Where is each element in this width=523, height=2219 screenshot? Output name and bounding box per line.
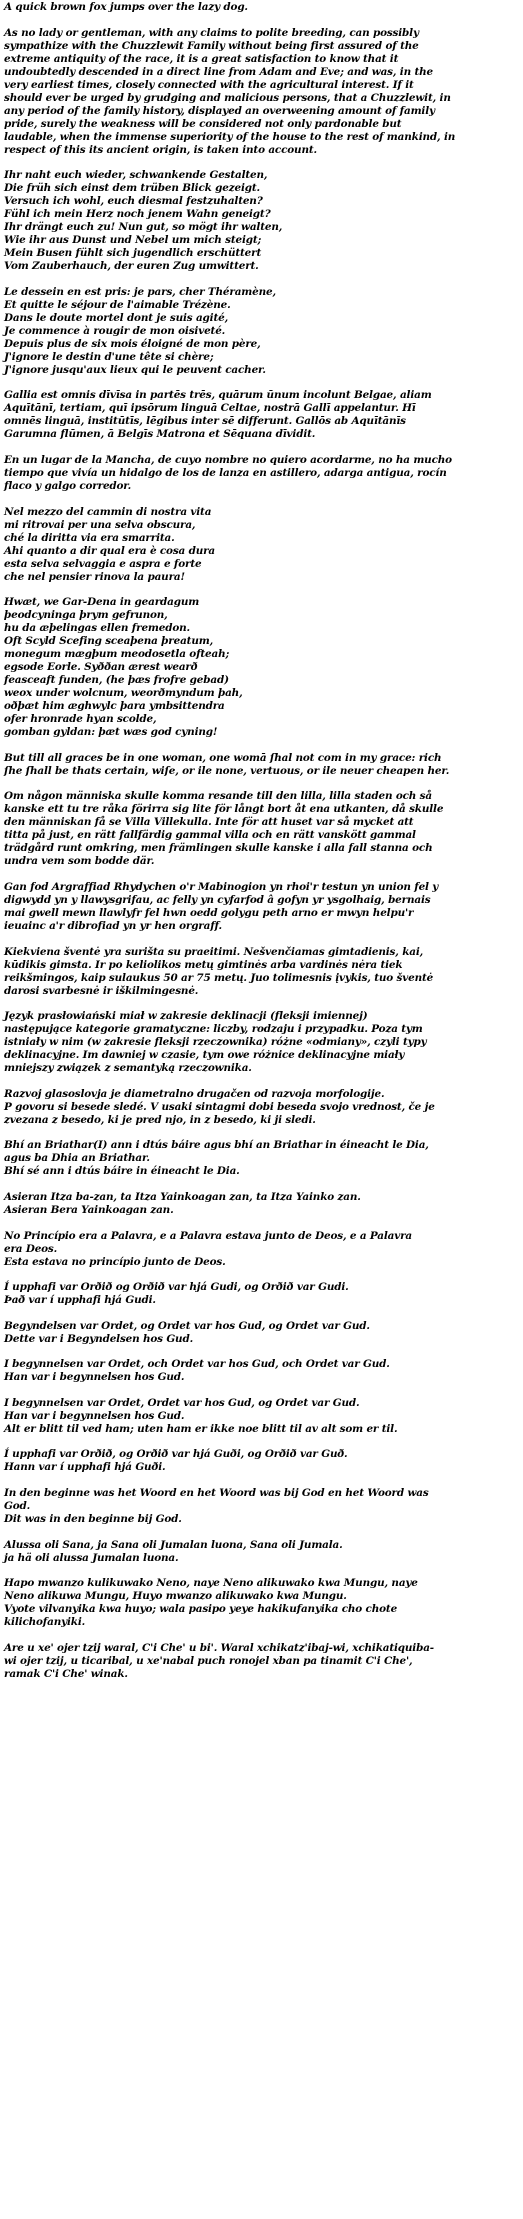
- text-line: Je commence à rougir de mon oisiveté.: [4, 324, 226, 337]
- paragraph-english-pangram: [4, 1, 517, 14]
- paragraph-dutch: [4, 1487, 517, 1526]
- text-line: Neno alikuwa Mungu, Huyo mwanzo alikuwako kwa Mungu.: [4, 1590, 347, 1603]
- text-line: þeodcyninga þrym gefrunon,: [4, 609, 168, 622]
- text-line: should ever be urged by grudging and malicious persons, that a Chuzzlewit, in: [4, 91, 451, 104]
- text-line: tiempo que vivía un hidalgo de los de lanza en astillero, adarga antigua, rocín: [4, 466, 447, 479]
- text-line: egsode Eorle. Syððan ærest wearð: [4, 661, 198, 674]
- text-line: Nel mezzo del cammin di nostra vita: [4, 505, 212, 518]
- text-line: Depuis plus de six mois éloigné de mon père,: [4, 337, 261, 350]
- text-line: agus ba Dhia an Briathar.: [4, 1152, 150, 1165]
- text-line: Han var i begynnelsen hos Gud.: [4, 1409, 185, 1422]
- text-line: gomban gyldan: þæt wæs god cyning!: [4, 726, 218, 739]
- paragraph-swedish: [4, 790, 517, 868]
- text-line: Hapo mwanzo kulikuwako Neno, naye Neno alikuwako kwa Mungu, naye: [4, 1577, 418, 1590]
- paragraph-polish: [4, 1010, 517, 1075]
- text-line: Om någon människa skulle komma resande till den lilla, lilla staden och så: [4, 790, 432, 803]
- text-line: Alussa oli Sana, ja Sana oli Jumalan luona, Sana oli Jumala.: [4, 1538, 343, 1551]
- paragraph-swahili: [4, 1577, 517, 1629]
- text-line: titta på just, en rätt fallfärdig gammal villa och en rätt vanskött gammal: [4, 829, 416, 842]
- text-line: monegum mægþum meodosetla ofteah;: [4, 648, 230, 661]
- text-line: Hwæt, we Gar-Dena in geardagum: [4, 596, 200, 609]
- text-line: ramak C'i Che' winak.: [4, 1667, 128, 1680]
- text-line: A quick brown fox jumps over the lazy dog.: [4, 1, 248, 13]
- text-line: Bhí sé ann i dtús báire in éineacht le Dia.: [4, 1165, 240, 1178]
- text-line: Asieran Itza ba-zan, ta Itza Yainkoagan zan, ta Itza Yainko zan.: [4, 1190, 361, 1203]
- paragraph-swedish-bible: [4, 1358, 517, 1384]
- text-line: undoubtedly descended in a direct line from Adam and Eve; and was, in the: [4, 65, 433, 78]
- text-line: laudable, when the immense superiority of the house to the rest of mankind, in: [4, 130, 456, 143]
- text-line: che nel pensier rinova la paura!: [4, 570, 185, 583]
- text-line: den människan få se Villa Villekulla. Inte för att huset var så mycket att: [4, 816, 414, 829]
- text-line: Í upphafi var Orðið, og Orðið var hjá Guði, og Orðið var Guð.: [4, 1448, 348, 1461]
- text-line: oðþæt him æghwylc þara ymbsittendra: [4, 700, 225, 713]
- text-line: Mein Busen fühlt sich jugendlich erschüttert: [4, 247, 262, 260]
- text-line: weox under wolcnum, weorðmyndum þah,: [4, 687, 243, 700]
- text-line: Gan fod Argraffiad Rhydychen o'r Mabinogion yn rhoi'r testun yn union fel y: [4, 880, 439, 893]
- text-line: Dit was in den beginne bij God.: [4, 1513, 182, 1526]
- text-line: kilichofanyiki.: [4, 1616, 86, 1629]
- paragraph-faust: [4, 169, 517, 273]
- text-line: mi ritrovai per una selva obscura,: [4, 518, 196, 531]
- text-line: Fühl ich mein Herz noch jenem Wahn geneigt?: [4, 208, 271, 221]
- paragraph-spenser: [4, 752, 517, 778]
- text-line: God.: [4, 1500, 31, 1513]
- text-line: Vom Zauberhauch, der euren Zug umwittert.: [4, 260, 259, 273]
- paragraph-portuguese: [4, 1230, 517, 1269]
- paragraph-divina-commedia: [4, 506, 517, 584]
- text-line: En un lugar de la Mancha, de cuyo nombre no quiero acordarme, no ha mucho: [4, 453, 452, 466]
- text-line: J'ignore le destin d'une tête si chère;: [4, 350, 214, 363]
- text-line: Ihr drängt euch zu! Nun gut, so mögt ihr walten,: [4, 221, 283, 234]
- text-line: reikšmingos, kaip sulaukus 50 ar 75 metų. Juo tolimesnis įvykis, tuo šventė: [4, 971, 434, 984]
- text-line: ſhe ſhall be thats certain, wiſe, or ile none, vertuous, or ile neuer cheapen her.: [4, 764, 450, 777]
- text-line: Dette var i Begyndelsen hos Gud.: [4, 1332, 194, 1345]
- paragraph-chuzzlewit: [4, 27, 517, 157]
- text-line: Aquītānī, tertiam, quī ipsōrum linguā Celtae, nostrā Gallī appelantur. Hī: [4, 402, 416, 415]
- paragraph-beowulf: [4, 596, 517, 739]
- paragraph-lithuanian: [4, 946, 517, 998]
- text-line: następujące kategorie gramatyczne: liczby, rodzaju i przypadku. Poza tym: [4, 1023, 423, 1036]
- text-line: P govoru si besede sledé. V usaki sintagmi dobi beseda svojo vrednost, če je: [4, 1100, 435, 1113]
- text-line: Kiekviena šventė yra surišta su praeitimi. Nešvenčiamas gimtadienis, kai,: [4, 945, 424, 958]
- text-line: Hann var í upphafi hjá Guði.: [4, 1461, 166, 1474]
- text-line: Are u xe' ojer tzij waral, C'i Che' u bi'. Waral xchikatz'ibaj-wi, xchikatiquiba-: [4, 1641, 434, 1654]
- text-line: digwydd yn y llawysgrifau, ac felly yn cyfarfod â gofyn yr ysgolhaig, bernais: [4, 893, 431, 906]
- text-line: ché la diritta via era smarrita.: [4, 531, 175, 544]
- paragraph-danish: [4, 1320, 517, 1346]
- text-line: Wie ihr aus Dunst und Nebel um mich steigt;: [4, 234, 262, 247]
- text-line: Die früh sich einst dem trüben Blick gezeigt.: [4, 182, 260, 195]
- text-line: ieuainc a'r dibrofiad yn yr hen orgraff.: [4, 919, 222, 932]
- text-line: ja hä oli alussa Jumalan luona.: [4, 1551, 179, 1564]
- text-line: J'ignore jusqu'aux lieux qui le peuvent cacher.: [4, 363, 266, 376]
- text-line: extreme antiquity of the race, it is a great satisfaction to know that it: [4, 52, 399, 65]
- text-line: deklinacyjne. Im dawniej w czasie, tym owe różnice deklinacyjne miały: [4, 1049, 405, 1062]
- text-line: Alt er blitt til ved ham; uten ham er ikke noe blitt til av alt som er til.: [4, 1422, 398, 1435]
- text-line: mniejszy związek z semantyką rzeczownika.: [4, 1062, 252, 1075]
- paragraph-irish: [4, 1139, 517, 1178]
- text-line: omnēs linguā, institūtīs, lēgibus inter sē differunt. Gallōs ab Aquītānīs: [4, 415, 406, 428]
- text-line: Asieran Bera Yainkoagan zan.: [4, 1203, 174, 1216]
- text-line: wi ojer tzij, u ticaribal, u xe'nabal puch ronojel xban pa tinamit C'i Che',: [4, 1654, 413, 1667]
- text-line: Et quitte le séjour de l'aimable Trézène.: [4, 298, 231, 311]
- text-line: Oft Scyld Scefing sceaþena þreatum,: [4, 635, 214, 648]
- text-line: flaco y galgo corredor.: [4, 479, 132, 492]
- text-line: As no lady or gentleman, with any claims to polite breeding, can possibly: [4, 26, 419, 39]
- text-line: Ihr naht euch wieder, schwankende Gestalten,: [4, 169, 268, 182]
- text-line: Bhí an Briathar(I) ann i dtús báire agus bhí an Briathar in éineacht le Dia,: [4, 1139, 429, 1152]
- text-line: Það var í upphafi hjá Gudi.: [4, 1294, 156, 1307]
- text-line: No Princípio era a Palavra, e a Palavra estava junto de Deos, e a Palavra: [4, 1229, 413, 1242]
- paragraph-faroese: [4, 1281, 517, 1307]
- text-line: In den beginne was het Woord en het Woord was bij God en het Woord was: [4, 1487, 429, 1500]
- paragraph-kiche: [4, 1642, 517, 1681]
- paragraph-gallia: [4, 389, 517, 441]
- text-line: I begynnelsen var Ordet, Ordet var hos Gud, og Ordet var Gud.: [4, 1396, 360, 1409]
- text-line: undra vem som bodde där.: [4, 855, 155, 868]
- text-line: Esta estava no princípio junto de Deos.: [4, 1255, 226, 1268]
- text-line: hu da æþelingas ellen fremedon.: [4, 622, 190, 635]
- text-line: Garumna flūmen, ā Belgīs Matrona et Sēquana dīvidit.: [4, 428, 316, 441]
- text-line: Dans le doute mortel dont je suis agité,: [4, 311, 229, 324]
- text-line: esta selva selvaggia e aspra e forte: [4, 557, 202, 570]
- paragraph-icelandic: [4, 1448, 517, 1474]
- paragraph-basque: [4, 1191, 517, 1217]
- text-line: zvezana z besedo, ki je pred njo, in z besedo, ki ji sledi.: [4, 1113, 316, 1126]
- text-line: mai gwell mewn llawlyfr fel hwn oedd golygu peth arno er mwyn helpu'r: [4, 906, 414, 919]
- text-line: any period of the family history, displayed an overweening amount of family: [4, 104, 435, 117]
- text-line: Versuch ich wohl, euch diesmal festzuhalten?: [4, 195, 263, 208]
- text-line: trädgård runt omkring, men främlingen skulle kanske i alla fall stanna och: [4, 842, 433, 855]
- text-line: very earliest times, closely connected with the agricultural interest. If it: [4, 78, 414, 91]
- paragraph-slovenian: [4, 1088, 517, 1127]
- text-line: Han var i begynnelsen hos Gud.: [4, 1371, 185, 1384]
- text-line: Begyndelsen var Ordet, og Ordet var hos Gud, og Ordet var Gud.: [4, 1319, 370, 1332]
- text-line: Razvoj glasoslovja je diametralno drugačen od razvoja morfologije.: [4, 1087, 385, 1100]
- text-line: Í upphafi var Orðið og Orðið var hjá Gudi, og Orðið var Gudi.: [4, 1281, 349, 1294]
- text-line: I begynnelsen var Ordet, och Ordet var hos Gud, och Ordet var Gud.: [4, 1358, 390, 1371]
- text-line: pride, surely the weakness will be considered not only pardonable but: [4, 117, 402, 130]
- text-line: istniały w nim (w zakresie fleksji rzeczownika) różne «odmiany», czyli typy: [4, 1036, 427, 1049]
- text-line: Język prasłowiański miał w zakresie deklinacji (fleksji imiennej): [4, 1010, 368, 1023]
- paragraph-finnish: [4, 1539, 517, 1565]
- text-line: respect of this its ancient origin, is taken into account.: [4, 143, 317, 156]
- text-line: kūdikis gimsta. Ir po keliolikos metų gimtinės arba vardinės nėra tiek: [4, 958, 403, 971]
- text-line: kanske ett tu tre råka förirra sig lite för långt bort åt ena utkanten, då skulle: [4, 803, 444, 816]
- text-line: sympathize with the Chuzzlewit Family without being first assured of the: [4, 39, 419, 52]
- text-line: era Deos.: [4, 1242, 58, 1255]
- text-line: Ahi quanto a dir qual era è cosa dura: [4, 544, 216, 557]
- text-line: feasceaft funden, (he þæs frofre gebad): [4, 674, 229, 687]
- text-line: darosi svarbesnė ir iškilmingesnė.: [4, 984, 199, 997]
- text-line: Le dessein en est pris: je pars, cher Théramène,: [4, 285, 276, 298]
- paragraph-quijote: [4, 454, 517, 493]
- text-line: Gallia est omnis dīvīsa in partēs trēs, quārum ūnum incolunt Belgae, aliam: [4, 389, 432, 402]
- paragraph-norwegian: [4, 1397, 517, 1436]
- paragraph-phedre: [4, 286, 517, 377]
- text-line: ofer hronrade hyan scolde,: [4, 713, 157, 726]
- text-line: But till all graces be in one woman, one womā ſhal not com in my grace: rich: [4, 751, 442, 764]
- paragraph-welsh: [4, 881, 517, 933]
- text-line: Vyote vilvanyika kwa huyo; wala pasipo yeye hakikufanyika cho chote: [4, 1603, 398, 1616]
